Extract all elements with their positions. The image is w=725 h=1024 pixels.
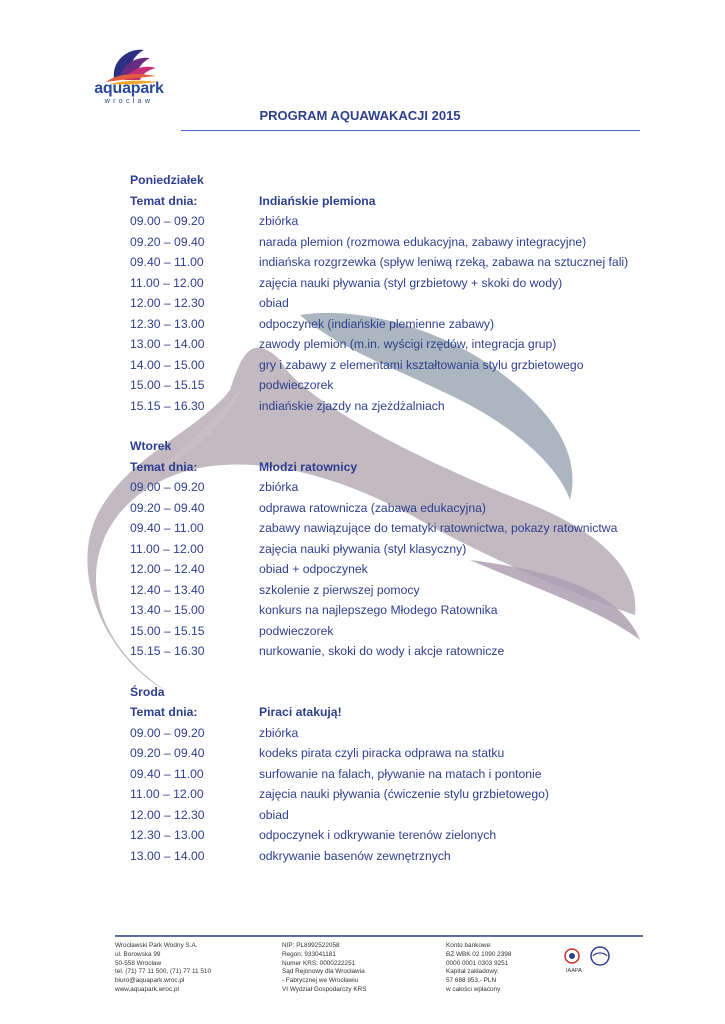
schedule-row bbox=[130, 498, 650, 519]
day-name: Poniedziałek bbox=[130, 173, 204, 187]
footer-company-info bbox=[115, 942, 265, 995]
day-name: Środa bbox=[130, 684, 165, 699]
footer-line: Numer KRS: 0000222251 bbox=[282, 959, 356, 967]
time-slot: 13.40 – 15.00 bbox=[130, 603, 205, 617]
footer-divider bbox=[115, 935, 643, 937]
time-slot: 12.30 – 13.00 bbox=[130, 828, 205, 842]
activity: kodeks pirata czyli piracka odprawa na statku bbox=[259, 746, 505, 760]
theme-label: Temat dnia: bbox=[130, 193, 198, 208]
schedule-row bbox=[130, 273, 650, 294]
page-title: PROGRAM AQUAWAKACJI 2015 bbox=[259, 108, 461, 123]
theme-row bbox=[130, 191, 650, 212]
theme-title: Młodzi ratownicy bbox=[259, 459, 358, 474]
title-divider bbox=[181, 130, 640, 131]
activity: odkrywanie basenów zewnętrznych bbox=[259, 848, 451, 863]
theme-label: Temat dnia: bbox=[130, 705, 198, 719]
schedule-row bbox=[130, 539, 650, 560]
activity: zawody plemion (m.in. wyścigi rzędów, integracja grup) bbox=[259, 337, 557, 351]
brand-city: wrocław bbox=[104, 98, 154, 105]
schedule-row bbox=[130, 252, 650, 273]
footer-bank-info bbox=[446, 942, 556, 995]
activity: obiad bbox=[259, 807, 289, 822]
schedule-row bbox=[130, 232, 650, 253]
activity: podwieczorek bbox=[259, 623, 334, 638]
footer-line: ul. Borowska 99 bbox=[115, 950, 161, 958]
theme-label: Temat dnia: bbox=[130, 459, 198, 474]
footer-line: w całości wpłacony bbox=[446, 985, 501, 993]
time-slot: 11.00 – 12.00 bbox=[130, 541, 204, 556]
brand-name: aquapark bbox=[94, 80, 164, 97]
time-slot: 09.00 – 09.20 bbox=[130, 480, 205, 494]
activity: gry i zabawy z elementami kształtowania stylu grzbietowego bbox=[259, 357, 584, 372]
schedule-row bbox=[130, 805, 650, 826]
time-slot: 12.00 – 12.40 bbox=[130, 562, 205, 576]
time-slot: 09.20 – 09.40 bbox=[130, 500, 205, 515]
schedule-row bbox=[130, 334, 650, 355]
footer-line: NIP: PL8992522058 bbox=[282, 942, 340, 949]
day-monday bbox=[130, 170, 650, 416]
schedule-row bbox=[130, 518, 650, 539]
time-slot: 09.20 – 09.40 bbox=[130, 746, 205, 760]
activity: obiad bbox=[259, 296, 289, 310]
schedule-row bbox=[130, 784, 650, 805]
footer-line: 0000 0001 0303 9251 bbox=[446, 959, 509, 967]
activity: nurkowanie, skoki do wody i akcje ratownicze bbox=[259, 644, 505, 658]
time-slot: 09.40 – 11.00 bbox=[130, 766, 204, 781]
footer-registry-info bbox=[282, 942, 422, 995]
day-tuesday bbox=[130, 436, 650, 662]
time-slot: 12.00 – 12.30 bbox=[130, 807, 205, 822]
schedule-row bbox=[130, 293, 650, 314]
schedule-row bbox=[130, 580, 650, 601]
activity: narada plemion (rozmowa edukacyjna, zabawy integracyjne) bbox=[259, 234, 587, 249]
partner-label: IAAPA bbox=[566, 968, 582, 974]
footer-line: 50-558 Wrocław bbox=[115, 959, 162, 967]
footer-line: BZ WBK 02 1090 2398 bbox=[446, 950, 512, 958]
activity: zbiórka bbox=[259, 725, 299, 740]
time-slot: 09.00 – 09.20 bbox=[130, 725, 205, 740]
schedule-row bbox=[130, 314, 650, 335]
activity: szkolenie z pierwszej pomocy bbox=[259, 582, 420, 597]
day-wednesday bbox=[130, 682, 650, 867]
time-slot: 14.00 – 15.00 bbox=[130, 357, 205, 372]
footer-line: Konto bankowe: bbox=[446, 942, 492, 949]
time-slot: 13.00 – 14.00 bbox=[130, 337, 205, 351]
schedule bbox=[130, 170, 650, 886]
activity: konkurs na najlepszego Młodego Ratownika bbox=[259, 603, 498, 617]
activity: zbiórka bbox=[259, 214, 299, 228]
activity: zajęcia nauki pływania (ćwiczenie stylu grzbietowego) bbox=[259, 787, 549, 801]
schedule-row bbox=[130, 375, 650, 396]
time-slot: 12.40 – 13.40 bbox=[130, 582, 205, 597]
time-slot: 11.00 – 12.00 bbox=[130, 787, 204, 801]
schedule-row bbox=[130, 846, 650, 867]
time-slot: 11.00 – 12.00 bbox=[130, 275, 204, 290]
theme-title: Indiańskie plemiona bbox=[259, 193, 376, 208]
activity: odprawa ratownicza (zabawa edukacyjna) bbox=[259, 500, 486, 515]
activity: odpoczynek i odkrywanie terenów zielonych bbox=[259, 828, 497, 842]
time-slot: 09.40 – 11.00 bbox=[130, 521, 204, 535]
time-slot: 12.00 – 12.30 bbox=[130, 296, 205, 310]
theme-row bbox=[130, 702, 650, 723]
schedule-row bbox=[130, 396, 650, 417]
footer-line: biuro@aquapark.wroc.pl bbox=[115, 977, 185, 985]
activity: indiańska rozgrzewka (spływ leniwą rzeką, zabawa na sztucznej fali) bbox=[259, 255, 629, 269]
schedule-row bbox=[130, 355, 650, 376]
footer-line: Regon: 933041181 bbox=[282, 950, 336, 958]
footer-line: Kapitał zakładowy: bbox=[446, 968, 499, 976]
schedule-row bbox=[130, 743, 650, 764]
schedule-row bbox=[130, 825, 650, 846]
activity: surfowanie na falach, pływanie na matach i pontonie bbox=[259, 766, 542, 781]
day-name: Wtorek bbox=[130, 439, 172, 453]
activity: obiad + odpoczynek bbox=[259, 562, 368, 576]
theme-row bbox=[130, 457, 650, 478]
footer-line: tel. (71) 77 11 500, (71) 77 11 510 bbox=[115, 968, 212, 976]
footer-line: www.aquapark.wroc.pl bbox=[115, 985, 179, 993]
schedule-row bbox=[130, 559, 650, 580]
time-slot: 09.20 – 09.40 bbox=[130, 234, 205, 249]
schedule-row bbox=[130, 764, 650, 785]
time-slot: 09.40 – 11.00 bbox=[130, 255, 204, 269]
activity: indiańskie zjazdy na zjeżdżalniach bbox=[259, 398, 445, 413]
time-slot: 15.15 – 16.30 bbox=[130, 644, 205, 658]
footer-line: Wrocławski Park Wodny S.A. bbox=[115, 942, 198, 949]
footer-line: - Fabrycznej we Wrocławiu bbox=[282, 977, 359, 985]
time-slot: 15.00 – 15.15 bbox=[130, 378, 205, 392]
activity: zbiórka bbox=[259, 480, 299, 494]
schedule-row bbox=[130, 600, 650, 621]
schedule-row bbox=[130, 211, 650, 232]
time-slot: 13.00 – 14.00 bbox=[130, 848, 205, 863]
footer-line: Sąd Rejonowy dla Wrocławia bbox=[282, 968, 365, 976]
footer-line: VI Wydział Gospodarczy KRS bbox=[282, 985, 367, 993]
activity: zajęcia nauki pływania (styl klasyczny) bbox=[259, 541, 467, 556]
schedule-row bbox=[130, 723, 650, 744]
time-slot: 15.15 – 16.30 bbox=[130, 398, 205, 413]
footer-line: 57 688 953,- PLN bbox=[446, 977, 497, 985]
schedule-row bbox=[130, 621, 650, 642]
time-slot: 12.30 – 13.00 bbox=[130, 316, 205, 331]
schedule-row bbox=[130, 641, 650, 662]
theme-title: Piraci atakują! bbox=[259, 705, 342, 719]
activity: zajęcia nauki pływania (styl grzbietowy + skoki do wody) bbox=[259, 275, 563, 290]
time-slot: 15.00 – 15.15 bbox=[130, 623, 205, 638]
activity: podwieczorek bbox=[259, 378, 334, 392]
schedule-row bbox=[130, 477, 650, 498]
activity: odpoczynek (indiańskie plemienne zabawy) bbox=[259, 316, 495, 331]
time-slot: 09.00 – 09.20 bbox=[130, 214, 205, 228]
activity: zabawy nawiązujące do tematyki ratownictwa, pokazy ratownictwa bbox=[259, 521, 618, 535]
